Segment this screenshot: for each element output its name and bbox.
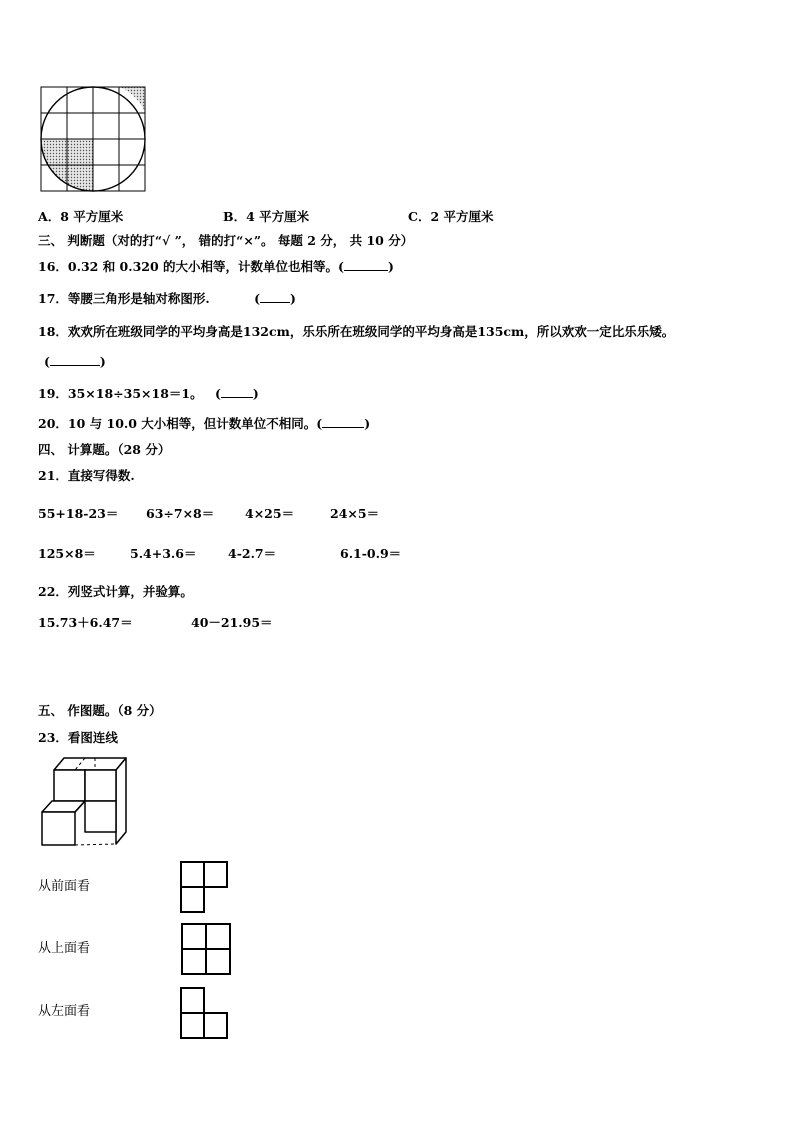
section-3-heading: 三、 判断题（对的打“√ ”， 错的打“×”。 每题 2 分， 共 10 分） bbox=[38, 233, 414, 248]
option-a: A．8 平方厘米 bbox=[38, 209, 124, 224]
calc-item: 4-2.7＝ bbox=[228, 546, 277, 561]
view-label-top: 从上面看 bbox=[38, 941, 91, 956]
calc-item: 125×8＝ bbox=[38, 546, 96, 561]
question-23-title: 23．看图连线 bbox=[38, 730, 118, 745]
question-19: 19．35×18÷35×18＝1。 ( ) bbox=[38, 386, 259, 401]
question-20: 20．10 与 10.0 大小相等，但计数单位不相同。( ) bbox=[38, 416, 371, 431]
view-label-left: 从左面看 bbox=[38, 1004, 91, 1019]
question-16-text: 16．0.32 和 0.320 的大小相等，计数单位也相等。( bbox=[38, 259, 344, 274]
calc-item: 4×25＝ bbox=[245, 506, 295, 521]
option-b: B．4 平方厘米 bbox=[223, 209, 310, 224]
section-4-heading: 四、 计算题。（28 分） bbox=[38, 442, 171, 457]
view-label-front: 从前面看 bbox=[38, 879, 91, 894]
answer-blank-18[interactable] bbox=[50, 355, 100, 366]
view-shape-l-top-right[interactable] bbox=[179, 860, 231, 914]
option-c: C．2 平方厘米 bbox=[408, 209, 494, 224]
answer-blank-19[interactable] bbox=[221, 387, 253, 398]
question-18: 18．欢欢所在班级同学的平均身高是132cm，乐乐所在班级同学的平均身高是135cm，所以欢欢一定比乐乐矮。 bbox=[38, 324, 675, 339]
question-21-title: 21．直接写得数. bbox=[38, 468, 135, 483]
calc-item: 55+18-23＝ bbox=[38, 506, 119, 521]
answer-blank-20[interactable] bbox=[322, 417, 364, 428]
question-16: 16．0.32 和 0.320 的大小相等，计数单位也相等。( ) bbox=[38, 259, 394, 274]
vertical-calc-item: 15.73＋6.47＝ bbox=[38, 615, 133, 630]
cube-stack-figure bbox=[38, 756, 132, 852]
question-18-answer: ( ) bbox=[44, 354, 106, 369]
question-22-title: 22．列竖式计算，并验算。 bbox=[38, 584, 193, 599]
shaded-corner bbox=[120, 87, 145, 112]
view-shape-2x2-square[interactable] bbox=[179, 922, 233, 976]
circle-grid-figure bbox=[40, 86, 148, 194]
answer-blank-17[interactable] bbox=[260, 292, 290, 303]
section-5-heading: 五、 作图题。（8 分） bbox=[38, 703, 162, 718]
question-19-text: 19．35×18÷35×18＝1。 bbox=[38, 386, 203, 401]
answer-blank-16[interactable] bbox=[344, 260, 388, 271]
question-17: 17．等腰三角形是轴对称图形. ( ) bbox=[38, 291, 296, 306]
vertical-calc-item: 40－21.95＝ bbox=[191, 615, 273, 630]
question-17-text: 17．等腰三角形是轴对称图形. bbox=[38, 291, 210, 306]
question-20-text: 20．10 与 10.0 大小相等，但计数单位不相同。( bbox=[38, 416, 323, 431]
calc-item: 24×5＝ bbox=[330, 506, 380, 521]
calc-item: 63÷7×8＝ bbox=[146, 506, 215, 521]
calc-item: 6.1-0.9＝ bbox=[340, 546, 402, 561]
calc-item: 5.4+3.6＝ bbox=[130, 546, 197, 561]
view-shape-l-bottom-right[interactable] bbox=[179, 986, 231, 1040]
